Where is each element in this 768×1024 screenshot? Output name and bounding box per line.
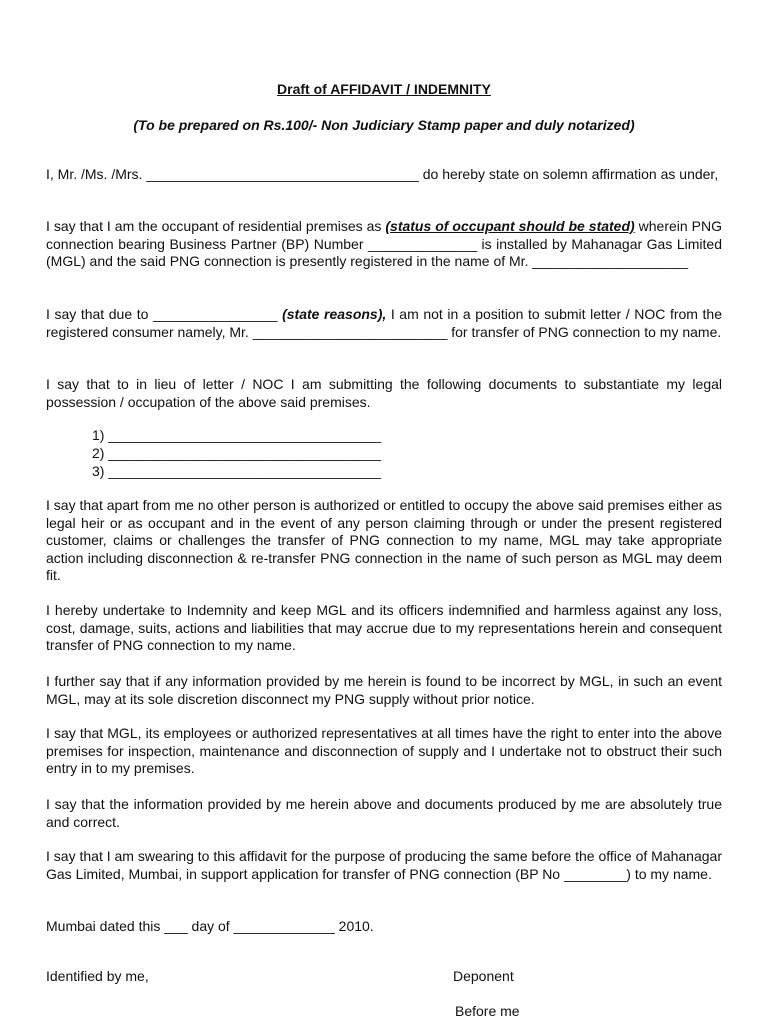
paragraph-documents: I say that to in lieu of letter / NOC I am submitting the following documents to substantiate my legal possession / occupation of the above said premises.: [46, 376, 722, 410]
document-title: Draft of AFFIDAVIT / INDEMNITY: [277, 81, 491, 97]
paragraph-reasons: I say that due to ________________ (state reasons), I am not in a position to submit letter / NOC from the registered consumer namely, Mr. _________________________ for transfer of PNG connection to my name.: [46, 306, 722, 340]
dated-line: Mumbai dated this ___ day of _____________ 2010.: [46, 918, 374, 934]
paragraph-right-of-entry: I say that MGL, its employees or authorized representatives at all times have the right to enter into the above premises for inspection, maintenance and disconnection of supply and I undertake not to obstruct their such entry in to my premises.: [46, 725, 722, 776]
paragraph-truth: I say that the information provided by me herein above and documents produced by me are absolutely true and correct.: [46, 796, 722, 830]
document-subtitle: (To be prepared on Rs.100/- Non Judiciary Stamp paper and duly notarized): [133, 117, 635, 133]
reasons-placeholder: (state reasons),: [282, 306, 387, 322]
paragraph-incorrect-info: I further say that if any information provided by me herein is found to be incorrect by MGL, in such an event MGL, may at its sole discretion disconnect my PNG supply without prior notice.: [46, 673, 722, 707]
paragraph-declarant: I, Mr. /Ms. /Mrs. ___________________________________ do hereby state on solemn affirmation as under,: [46, 166, 719, 182]
deponent-label: Deponent: [453, 968, 514, 984]
paragraph-indemnity: I hereby undertake to Indemnity and keep MGL and its officers indemnified and harmless against any loss, cost, damage, suits, actions and liabilities that may accrue due to my representations herein and consequent transfer of PNG connection to my name.: [46, 602, 722, 653]
paragraph-occupancy: I say that I am the occupant of residential premises as (status of occupant should be stated) wherein PNG connection bearing Business Partner (BP) Number ______________ is installed by Mahanagar Gas Limited (MGL) and the said PNG connection is presently registered in the name of Mr. ____________________: [46, 218, 722, 269]
paragraph-purpose: I say that I am swearing to this affidavit for the purpose of producing the same before the office of Mahanagar Gas Limited, Mumbai, in support application for transfer of PNG connection (BP No ________) to my name.: [46, 848, 722, 882]
before-me-label: Before me: [455, 1003, 520, 1019]
status-placeholder: (status of occupant should be stated): [385, 218, 635, 234]
identified-by: Identified by me,: [46, 968, 149, 984]
list-item: 2) ___________________________________: [92, 445, 381, 461]
paragraph-authorization: I say that apart from me no other person is authorized or entitled to occupy the above said premises either as legal heir or as occupant and in the event of any person claiming through or under the present registered customer, claims or challenges the transfer of PNG connection to my name, MGL may take appropriate action including disconnection & re-transfer PNG connection in the name of such person as MGL may deem fit.: [46, 497, 722, 583]
list-item: 3) ___________________________________: [92, 463, 381, 479]
list-item: 1) ___________________________________: [92, 427, 381, 443]
documents-list: [92, 427, 381, 481]
